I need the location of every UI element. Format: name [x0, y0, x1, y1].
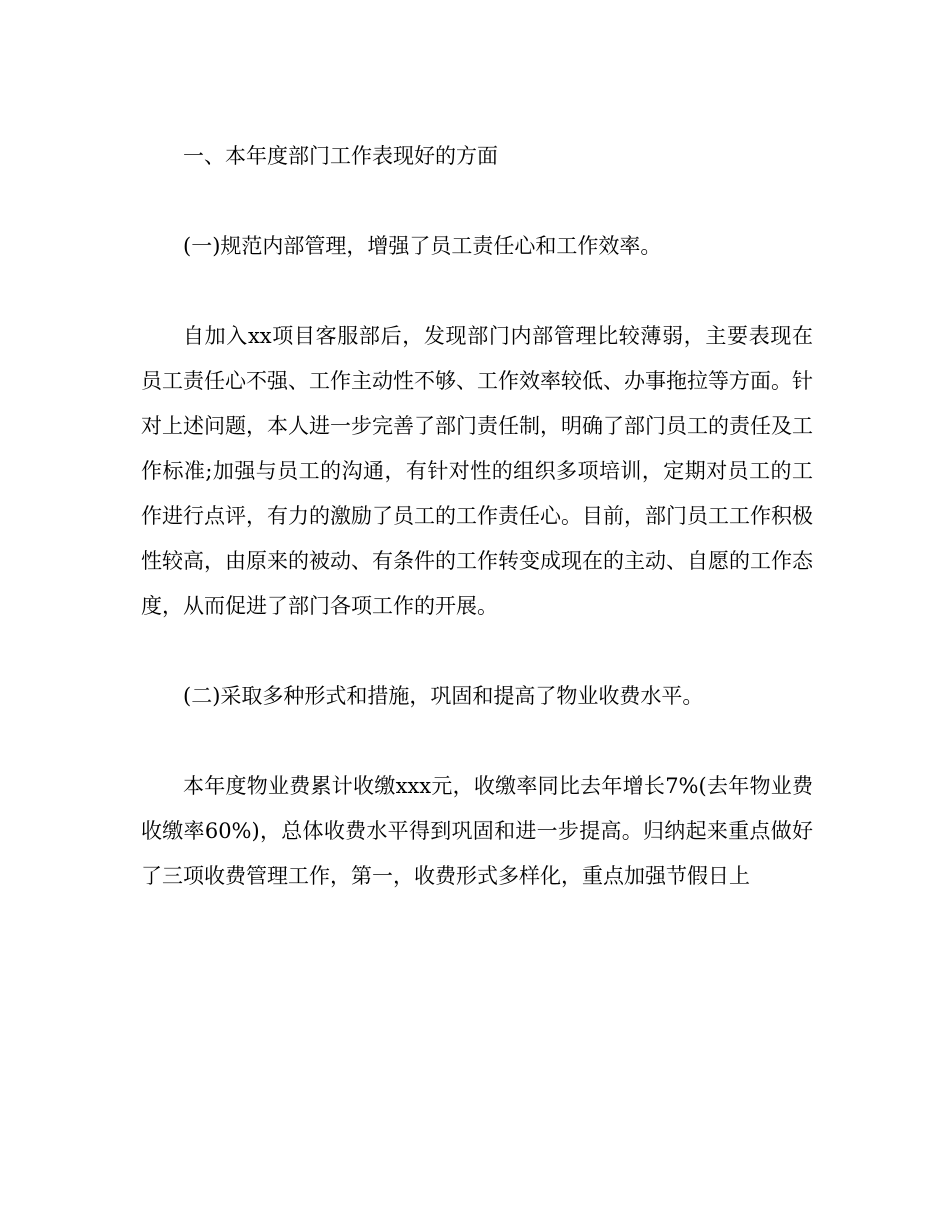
subsection-heading-2: (二)采取多种形式和措施，巩固和提高了物业收费水平。	[183, 684, 704, 708]
document-body	[141, 134, 813, 944]
paragraph-fee-collection: 本年度物业费累计收缴xxx元，收缴率同比去年增长7%(去年物业费收缴率60%)，总体收费水平得到巩固和进一步提高。归纳起来重点做好了三项收费管理工作，第一，收费形式多样化，重点加强节假日上	[141, 774, 813, 888]
subsection-heading-1: (一)规范内部管理，增强了员工责任心和工作效率。	[183, 234, 662, 258]
section-heading-1: 一、本年度部门工作表现好的方面	[183, 144, 498, 168]
paragraph-management: 自加入xx项目客服部后，发现部门内部管理比较薄弱，主要表现在员工责任心不强、工作主动性不够、工作效率较低、办事拖拉等方面。针对上述问题，本人进一步完善了部门责任制，明确了部门员工的责任及工作标准;加强与员工的沟通，有针对性的组织多项培训，定期对员工的工作进行点评，有力的激励了员工的工作责任心。目前，部门员工工作积极性较高，由原来的被动、有条件的工作转变成现在的主动、自愿的工作态度，从而促进了部门各项工作的开展。	[141, 324, 813, 618]
